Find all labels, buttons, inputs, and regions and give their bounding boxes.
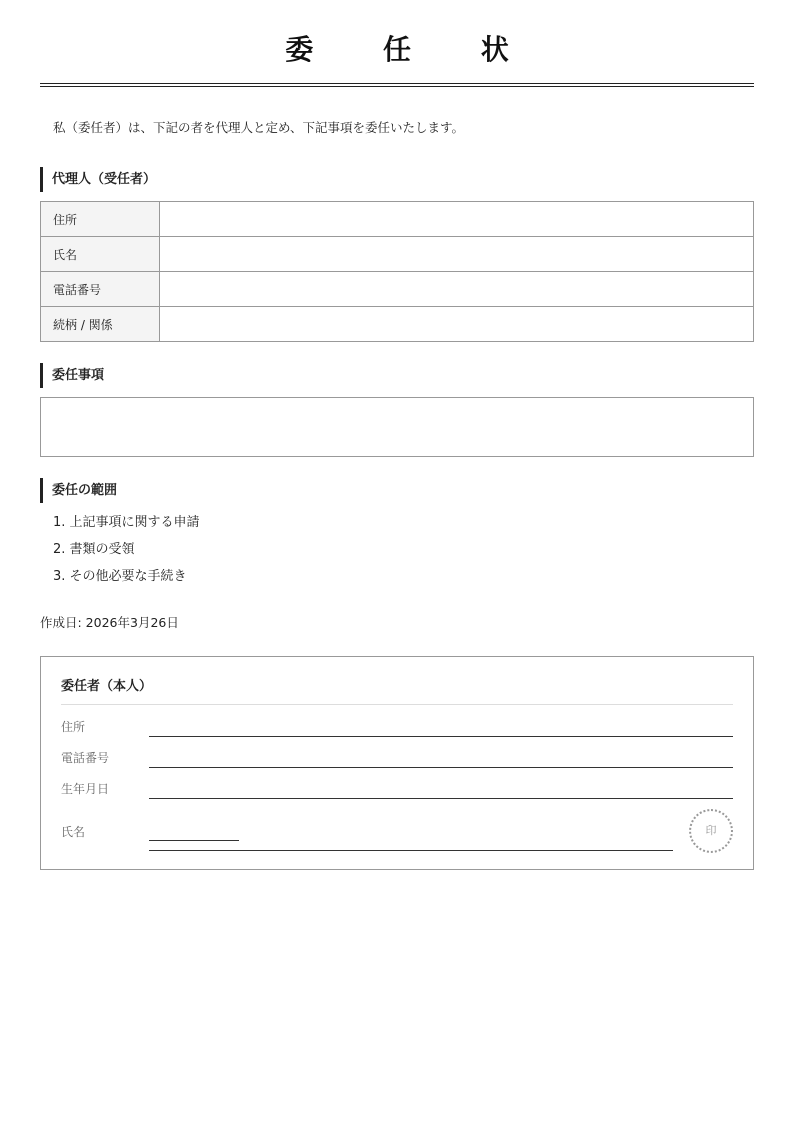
scope-list	[40, 512, 754, 593]
document-page	[40, 0, 754, 870]
table-row	[41, 237, 754, 272]
intro-text: 私（委任者）は、下記の者を代理人と定め、下記事項を委任いたします。	[53, 120, 465, 135]
title-double-rule	[40, 83, 754, 87]
agent-name-label: 氏名	[41, 237, 160, 272]
principal-birthdate-line[interactable]	[149, 798, 733, 799]
agent-address-field[interactable]	[160, 202, 754, 237]
document-title: 委 任 状	[285, 33, 539, 66]
principal-name-label: 氏名	[61, 825, 86, 839]
table-row	[41, 272, 754, 307]
agent-phone-label: 電話番号	[41, 272, 160, 307]
principal-phone-line[interactable]	[149, 767, 733, 768]
table-row	[41, 307, 754, 342]
agent-relation-label: 続柄 / 関係	[41, 307, 160, 342]
principal-address-row	[61, 718, 733, 740]
agent-address-label: 住所	[41, 202, 160, 237]
matter-section-heading: 委任事項	[40, 363, 754, 388]
scope-section-heading: 委任の範囲	[40, 478, 754, 503]
principal-phone-row	[61, 749, 733, 771]
agent-table	[40, 201, 754, 342]
principal-name-line[interactable]	[149, 850, 673, 851]
list-item: 1. 上記事項に関する申請	[53, 515, 200, 530]
agent-phone-field[interactable]	[160, 272, 754, 307]
created-date: 作成日: 2026年3月26日	[40, 615, 179, 630]
principal-name-short-line[interactable]	[149, 840, 239, 841]
list-item: 2. 書類の受領	[53, 542, 135, 557]
principal-phone-label: 電話番号	[61, 751, 110, 765]
principal-divider	[61, 704, 733, 705]
matter-field[interactable]	[40, 397, 754, 457]
principal-address-line[interactable]	[149, 736, 733, 737]
principal-heading: 委任者（本人）	[61, 679, 153, 694]
principal-box	[40, 656, 754, 870]
seal-stamp-circle[interactable]: 印	[689, 809, 733, 853]
principal-birthdate-row	[61, 780, 733, 802]
agent-name-field[interactable]	[160, 237, 754, 272]
principal-address-label: 住所	[61, 720, 86, 734]
table-row	[41, 202, 754, 237]
principal-name-row	[61, 823, 733, 855]
agent-relation-field[interactable]	[160, 307, 754, 342]
agent-section-heading: 代理人（受任者）	[40, 167, 754, 192]
list-item: 3. その他必要な手続き	[53, 569, 187, 584]
principal-birthdate-label: 生年月日	[61, 782, 110, 796]
